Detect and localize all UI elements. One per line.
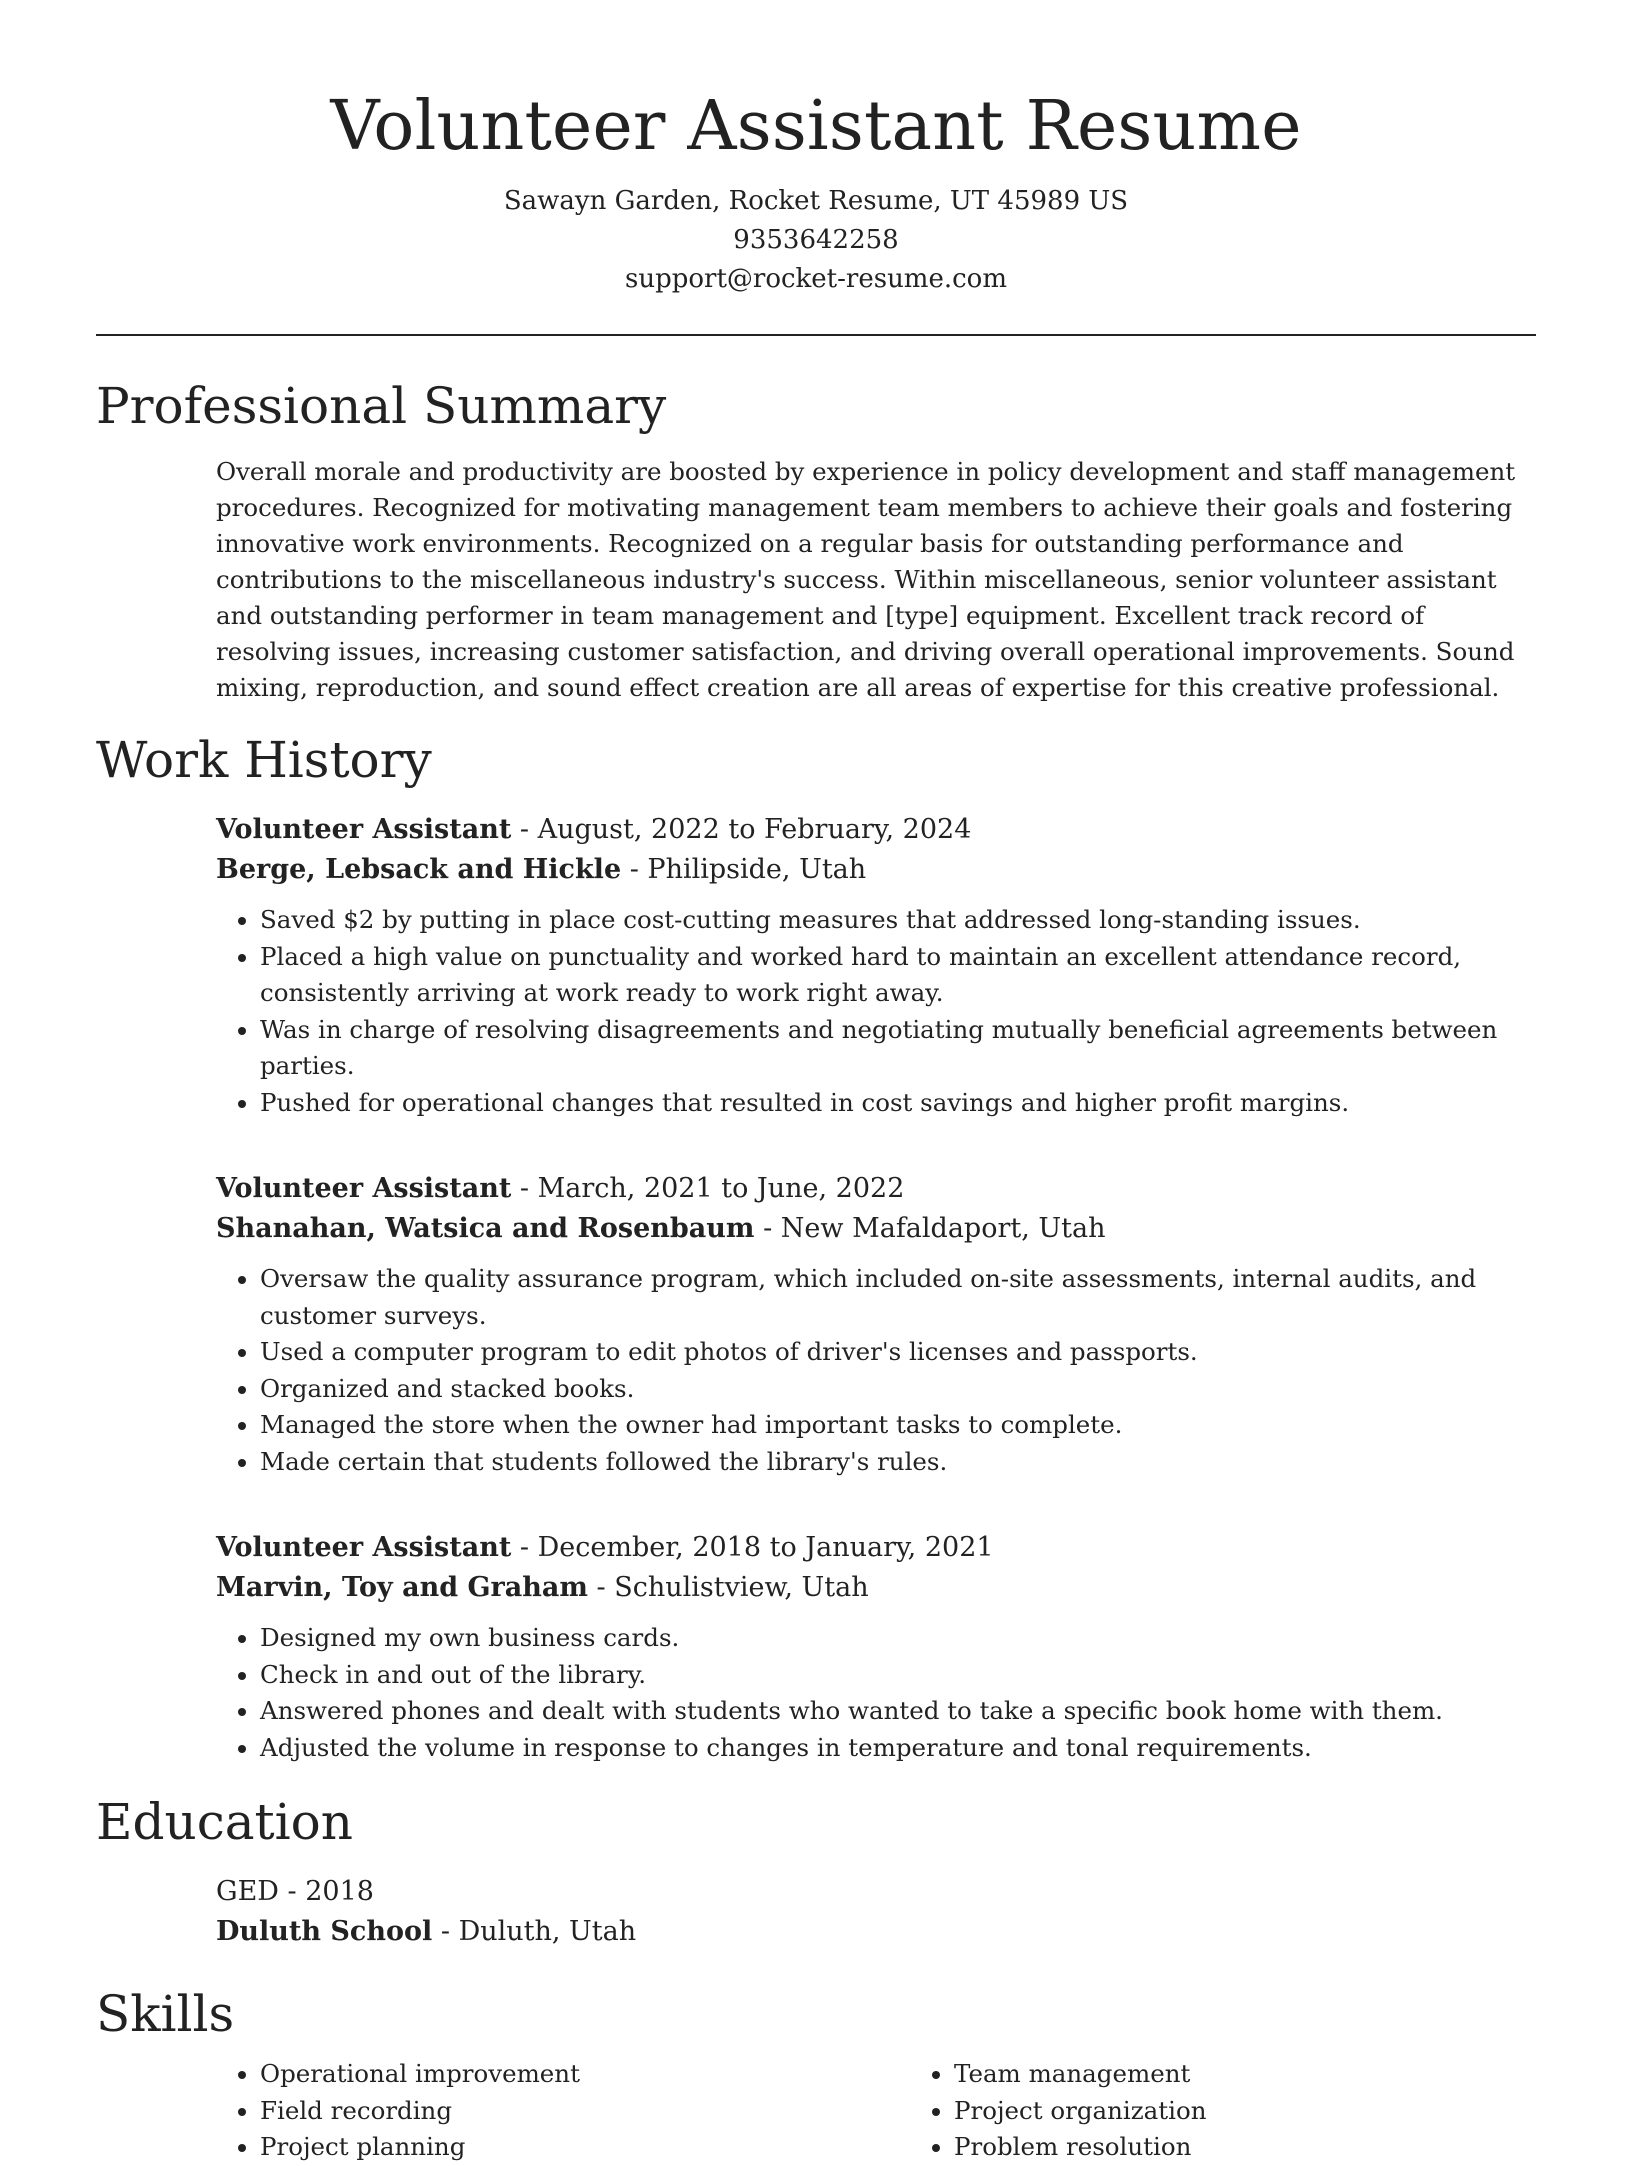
summary-text: Overall morale and productivity are boosted by experience in policy development and staff management procedures. Recognized for motivating management team members to achieve their goals and fostering innovative work environments. Recognized on a regular basis for outstanding performance and contributions to the miscellaneous industry's success. Within miscellaneous, senior volunteer assistant and outstanding performer in team management and [type] equipment. Excellent track record of resolving issues, increasing customer satisfaction, and driving overall operational improvements. Sound mixing, reproduction, and sound effect creation are all areas of expertise for this creative professional.: [216, 457, 1516, 702]
job-location: - Philipside, Utah: [621, 854, 867, 885]
skills-column-left: [216, 2056, 910, 2166]
job-dates: - March, 2021 to June, 2022: [511, 1173, 905, 1204]
education-degree-line: [216, 1872, 1536, 1912]
job-location: - Schulistview, Utah: [587, 1572, 869, 1603]
resume-title: Volunteer Assistant Resume: [330, 87, 1302, 166]
list-item: • Team management: [954, 2056, 1514, 2093]
skills-column-right: [910, 2056, 1514, 2166]
contact-block: [96, 182, 1536, 299]
job-entry: [216, 1169, 1536, 1480]
education-school-line: [216, 1912, 1536, 1952]
list-item: • Oversaw the quality assurance program, which included on-site assessments, internal audits, and customer surveys.: [260, 1261, 1536, 1334]
job-company-line: [216, 1209, 1536, 1249]
summary-heading: Professional Summary: [96, 377, 667, 435]
job-company-line: [216, 1568, 1536, 1608]
job-title: Volunteer Assistant: [216, 814, 512, 845]
job-entry: [216, 1528, 1536, 1766]
list-item: • Was in charge of resolving disagreements and negotiating mutually beneficial agreements between parties.: [260, 1012, 1536, 1085]
job-entry: [216, 810, 1536, 1121]
contact-email: support@rocket-resume.com: [624, 264, 1007, 294]
list-item: • Problem resolution: [954, 2129, 1514, 2166]
job-title-line: [216, 1528, 1536, 1568]
education-year: - 2018: [278, 1876, 374, 1907]
skills-heading: Skills: [96, 1985, 235, 2043]
list-item: • Placed a high value on punctuality and worked hard to maintain an excellent attendance record, consistently arriving at work ready to work right away.: [260, 939, 1536, 1012]
work-history-heading: Work History: [96, 731, 432, 789]
resume-header: [96, 0, 1536, 299]
job-company: Marvin, Toy and Graham: [216, 1572, 588, 1603]
job-location: - New Mafaldaport, Utah: [754, 1213, 1106, 1244]
list-item: • Field recording: [260, 2093, 910, 2130]
list-item: • Designed my own business cards.: [260, 1620, 1536, 1657]
job-title-line: [216, 1169, 1536, 1209]
list-item: • Project planning: [260, 2129, 910, 2166]
education-heading: Education: [96, 1793, 353, 1851]
list-item: • Pushed for operational changes that resulted in cost savings and higher profit margins.: [260, 1085, 1536, 1122]
job-dates: - December, 2018 to January, 2021: [511, 1532, 994, 1563]
contact-phone: 9353642258: [733, 225, 899, 255]
job-dates: - August, 2022 to February, 2024: [511, 814, 972, 845]
education-degree: GED: [216, 1876, 279, 1907]
list-item: • Answered phones and dealt with students who wanted to take a specific book home with them.: [260, 1693, 1536, 1730]
job-title-line: [216, 810, 1536, 850]
list-item: • Made certain that students followed the library's rules.: [260, 1444, 1536, 1481]
job-bullets: [216, 1620, 1536, 1766]
header-divider: [96, 334, 1536, 336]
list-item: • Project organization: [954, 2093, 1514, 2130]
job-company: Shanahan, Watsica and Rosenbaum: [216, 1213, 755, 1244]
education-entry: [216, 1872, 1536, 1952]
list-item: • Saved $2 by putting in place cost-cutting measures that addressed long-standing issues.: [260, 902, 1536, 939]
list-item: • Used a computer program to edit photos of driver's licenses and passports.: [260, 1334, 1536, 1371]
skills-grid: [216, 2056, 1536, 2166]
list-item: • Adjusted the volume in response to changes in temperature and tonal requirements.: [260, 1730, 1536, 1767]
education-location: - Duluth, Utah: [432, 1916, 637, 1947]
list-item: • Organized and stacked books.: [260, 1371, 1536, 1408]
job-bullets: [216, 1261, 1536, 1480]
education-school: Duluth School: [216, 1916, 433, 1947]
list-item: • Operational improvement: [260, 2056, 910, 2093]
job-company: Berge, Lebsack and Hickle: [216, 854, 622, 885]
job-bullets: [216, 902, 1536, 1121]
contact-address: Sawayn Garden, Rocket Resume, UT 45989 US: [503, 186, 1129, 216]
job-company-line: [216, 850, 1536, 890]
job-title: Volunteer Assistant: [216, 1173, 512, 1204]
list-item: • Managed the store when the owner had important tasks to complete.: [260, 1407, 1536, 1444]
job-title: Volunteer Assistant: [216, 1532, 512, 1563]
list-item: • Check in and out of the library.: [260, 1657, 1536, 1694]
